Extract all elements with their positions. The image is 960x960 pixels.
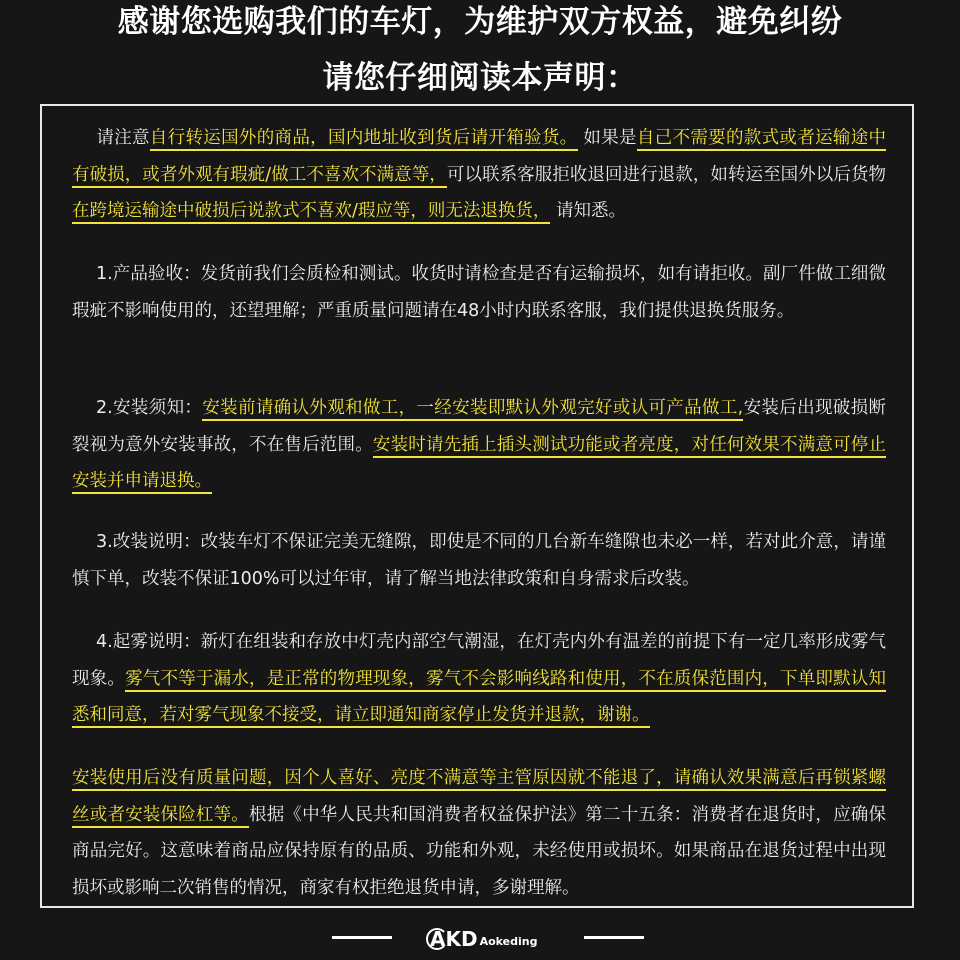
footer-divider-left xyxy=(332,936,392,939)
item2-highlight-2: 安装时请先插上插头测试功能或者亮度，对任何效果不满意可停止安装并申请退换。 xyxy=(72,435,886,495)
footer-divider-right xyxy=(584,936,644,939)
brand-logo xyxy=(430,924,537,952)
notice-box xyxy=(40,104,914,908)
item2-highlight-1: 安装前请确认外观和做工，一经安装即默认外观完好或认可产品做工, xyxy=(202,398,743,421)
item4-text-1: 4.起雾说明：新灯在组装和存放中灯壳内部空气潮湿，在灯壳内外有温差的前提下有一定几率形成雾气现象。 xyxy=(72,632,886,689)
footer xyxy=(0,918,960,958)
item2-text-2: 安装后出现破损断裂视为意外安装事故，不在售后范围。 xyxy=(72,398,887,455)
logo-mark xyxy=(430,926,478,952)
intro-highlight-3: 在跨境运输途中破损后说款式不喜欢/瑕应等，则无法退换货， xyxy=(72,201,550,224)
notice-item-fogging xyxy=(72,624,886,734)
page-subtitle: 请您仔细阅读本声明： xyxy=(322,60,638,96)
logo-mark-text: AKD xyxy=(430,927,478,951)
intro-text-2: 如果是 xyxy=(583,128,637,148)
notice-intro xyxy=(72,120,886,230)
intro-text-1: 请注意 xyxy=(96,128,150,148)
logo-ring-icon xyxy=(426,928,448,950)
intro-text-4: 请知悉。 xyxy=(555,201,626,221)
notice-item-modification xyxy=(72,524,886,597)
notice-item-installation xyxy=(72,390,886,500)
intro-text-3: 可以联系客服拒收退回进行退款，如转运至国外以后货物 xyxy=(446,164,886,185)
item4-highlight-1: 雾气不等于漏水，是正常的物理现象，雾气不会影响线路和使用，不在质保范围内，下单即默认知悉和同意，若对雾气现象不接受，请立即通知商家停止发货并退款，谢谢。 xyxy=(72,669,886,729)
logo-wordmark: Aokeding xyxy=(479,935,538,948)
intro-highlight-2: 自己不需要的款式或者运输途中有破损，或者外观有瑕疵/做工不喜欢不满意等， xyxy=(72,128,886,188)
closing-text-1: 根据《中华人民共和国消费者权益保护法》第二十五条：消费者在退货时，应确保商品完好。这意味着商品应保持原有的品质、功能和外观，未经使用或损坏。如果商品在退货过程中出现损坏或影响二次销售的情况，商家有权拒绝退货申请，多谢理解。 xyxy=(72,804,886,898)
notice-closing xyxy=(72,760,886,906)
item1-text: 1.产品验收：发货前我们会质检和测试。收货时请检查是否有运输损坏，如有请拒收。副厂件做工细微瑕疵不影响使用的，还望理解；严重质量问题请在48小时内联系客服，我们提供退换货服务。 xyxy=(72,264,886,321)
intro-highlight-1: 自行转运国外的商品，国内地址收到货后请开箱验货。 xyxy=(150,128,578,151)
item3-text: 3.改装说明：改装车灯不保证完美无缝隙，即使是不同的几台新车缝隙也未必一样，若对此介意，请谨慎下单，改装不保证100%可以过年审，请了解当地法律政策和自身需求后改装。 xyxy=(72,532,886,589)
item2-text-1: 2.安装须知： xyxy=(96,398,203,418)
notice-item-inspection xyxy=(72,256,886,329)
closing-highlight-1: 安装使用后没有质量问题，因个人喜好、亮度不满意等主管原因就不能退了，请确认效果满意后再锁紧螺丝或者安装保险杠等。 xyxy=(72,768,886,828)
page-title: 感谢您选购我们的车灯，为维护双方权益，避免纠纷 xyxy=(117,4,843,40)
